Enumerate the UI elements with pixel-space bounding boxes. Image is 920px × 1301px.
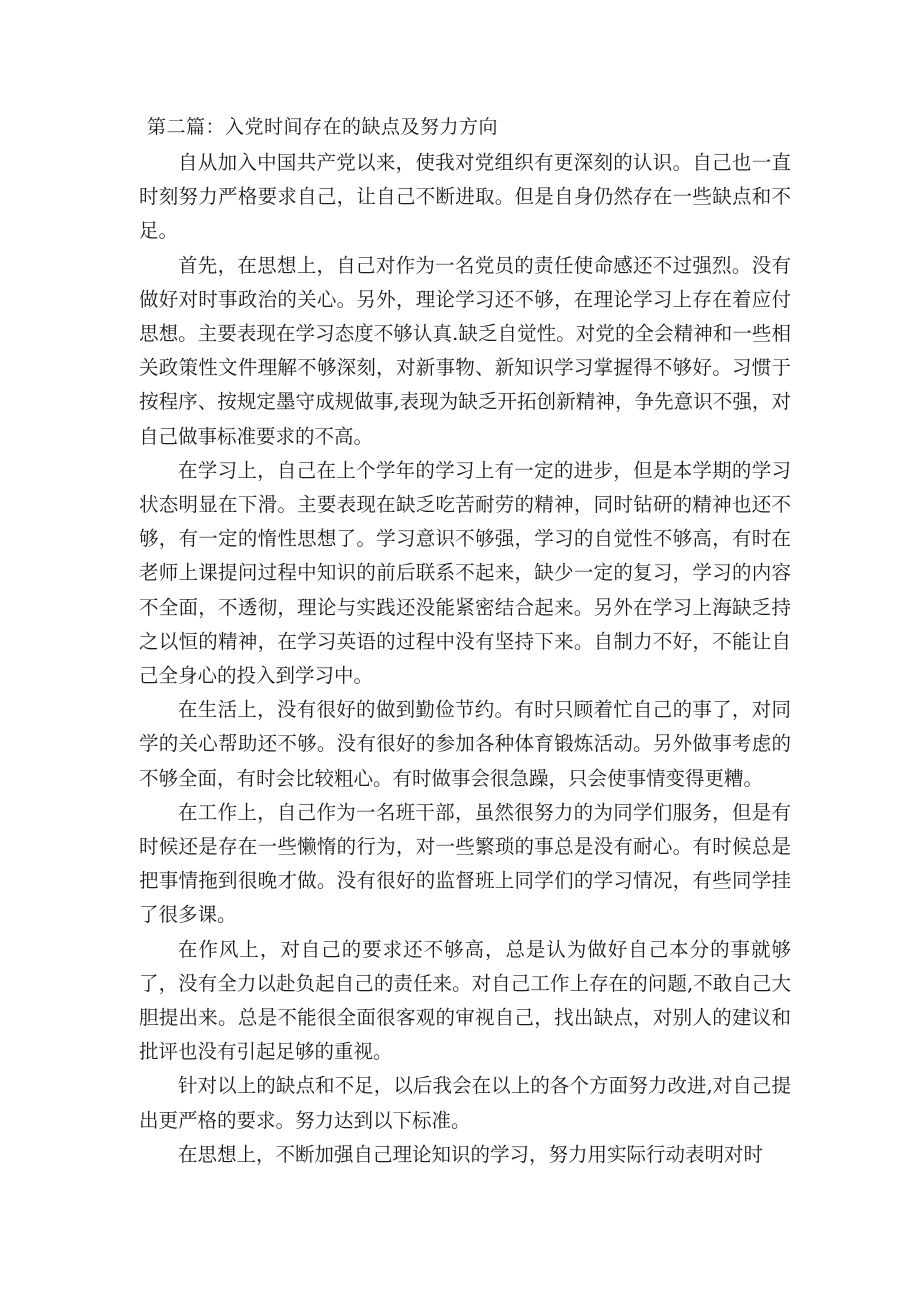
paragraph-intro: 自从加入中国共产党以来，使我对党组织有更深刻的认识。自己也一直时刻努力严格要求自己，让自己不断进取。但是自身仍然存在一些缺点和不足。: [139, 151, 791, 243]
document-body: [139, 146, 791, 1172]
paragraph-work: 在工作上，自己作为一名班干部，虽然很努力的为同学们服务，但是有时候还是存在一些懒惰的行为，对一些繁琐的事总是没有耐心。有时候总是把事情拖到很晚才做。没有很好的监督班上同学们的学习情况，有些同学挂了很多课。: [139, 800, 791, 927]
paragraph-thought: 首先，在思想上，自己对作为一名党员的责任使命感还不过强烈。没有做好对时事政治的关心。另外，理论学习还不够，在理论学习上存在着应付思想。主要表现在学习态度不够认真.缺乏自觉性。对党的全会精神和一些相关政策性文件理解不够深刻，对新事物、新知识学习掌握得不够好。习惯于按程序、按规定墨守成规做事,表现为缺乏开拓创新精神，争先意识不强，对自己做事标准要求的不高。: [139, 253, 791, 448]
paragraph-study: 在学习上，自己在上个学年的学习上有一定的进步，但是本学期的学习状态明显在下滑。主要表现在缺乏吃苦耐劳的精神，同时钻研的精神也还不够，有一定的惰性思想了。学习意识不够强，学习的自觉性不够高，有时在老师上课提问过程中知识的前后联系不起来，缺少一定的复习，学习的内容不全面，不透彻，理论与实践还没能紧密结合起来。另外在学习上海缺乏持之以恒的精神，在学习英语的过程中没有坚持下来。自制力不好，不能让自己全身心的投入到学习中。: [139, 458, 791, 688]
document-title: 第二篇：入党时间存在的缺点及努力方向: [147, 116, 499, 138]
paragraph-improvement: 针对以上的缺点和不足，以后我会在以上的各个方面努力改进,对自己提出更严格的要求。努力达到以下标准。: [139, 1074, 791, 1132]
paragraph-life: 在生活上，没有很好的做到勤俭节约。有时只顾着忙自己的事了，对同学的关心帮助还不够。没有很好的参加各种体育锻炼活动。另外做事考虑的不够全面，有时会比较粗心。有时做事会很急躁，只会使事情变得更糟。: [139, 698, 791, 790]
paragraph-thought-goal: 在思想上，不断加强自己理论知识的学习，努力用实际行动表明对时: [178, 1142, 764, 1166]
paragraph-style: 在作风上，对自己的要求还不够高，总是认为做好自己本分的事就够了，没有全力以赴负起自己的责任来。对自己工作上存在的问题,不敢自己大胆提出来。总是不能很全面很客观的审视自己，找出缺点，对别人的建议和批评也没有引起足够的重视。: [139, 937, 791, 1064]
